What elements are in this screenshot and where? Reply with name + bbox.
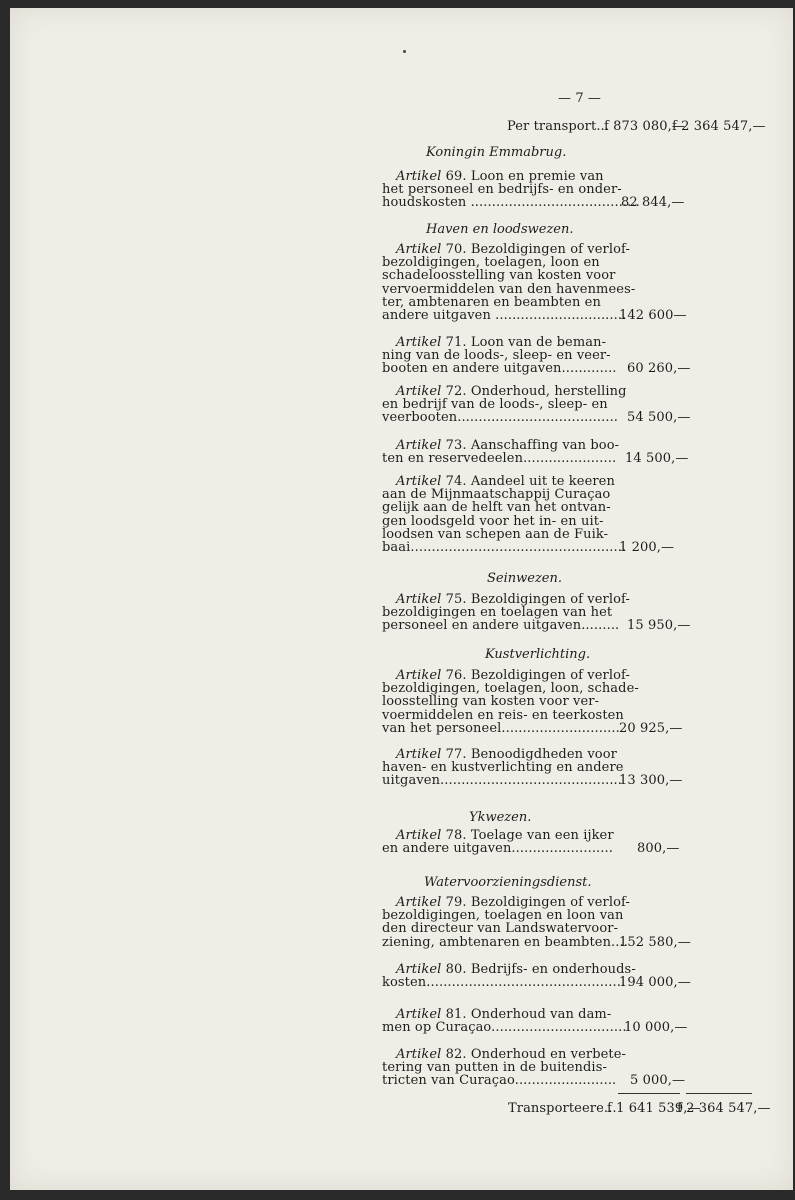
article-line [382, 1021, 627, 1035]
article-text: gen loodsgeld voor het in- en uit- [382, 513, 604, 529]
article-amount: 54 500,— [627, 410, 691, 426]
article-text: 80. Bedrijfs- en onderhouds- [445, 962, 636, 977]
article-line [382, 842, 613, 856]
article-label: Artikel [396, 962, 442, 977]
article-text: booten en andere uitgaven............. [382, 361, 617, 377]
article-text: ziening, ambtenaren en beambten.... [382, 934, 628, 950]
article-text: schadeloosstelling van kosten voor [382, 268, 616, 284]
article-label: Artikel [396, 474, 442, 489]
article-text: den directeur van Landswatervoor- [382, 921, 619, 937]
article-amount: 82 844,— [621, 195, 685, 211]
article-line [382, 976, 625, 990]
article-line [382, 309, 626, 323]
article-text: 76. Bezoldigingen of verlof- [445, 668, 630, 683]
article-line [382, 774, 622, 788]
article-text: 70. Bezoldigingen of verlof- [445, 242, 630, 257]
article-text: voermiddelen en reis- en teerkosten [382, 707, 624, 723]
article-line [382, 936, 628, 950]
transporteere-amount-1: f 1 641 539,— [607, 1101, 701, 1116]
article-amount: 60 260,— [627, 361, 691, 377]
article-line [382, 452, 616, 466]
section-heading: Koningin Emmabrug. [426, 145, 567, 160]
article-label: Artikel [396, 335, 442, 350]
article-label: Artikel [396, 895, 442, 910]
article-amount: 194 000,— [619, 975, 691, 991]
article-text: 69. Loon en premie van [445, 169, 604, 184]
article-text: kosten............................................... [382, 975, 626, 991]
article-line [382, 619, 619, 633]
section-heading: Kustverlichting. [485, 647, 591, 662]
ink-speck [403, 50, 406, 53]
article-amount: 13 300,— [619, 773, 683, 789]
article-text: 78. Toelage van een ijker [445, 828, 614, 843]
article-text: haven- en kustverlichting en andere [382, 760, 624, 776]
article-label: Artikel [396, 592, 442, 607]
article-text: veerbooten...................................... [382, 410, 619, 426]
article-text: 72. Onderhoud, herstelling [445, 384, 627, 399]
article-text: houdskosten ........................................ [382, 195, 640, 211]
article-text: 74. Aandeel uit te keeren [445, 474, 615, 489]
page-number: — 7 — [558, 91, 602, 106]
total-rule-2 [686, 1093, 752, 1094]
article-text: 75. Bezoldigingen of verlof- [445, 592, 630, 607]
per-transport-amount-1: f 873 080,— [604, 119, 685, 134]
article-amount: 152 580,— [619, 934, 691, 950]
article-label: Artikel [396, 1007, 442, 1022]
article-text: bezoldigingen en toelagen van het [382, 605, 613, 621]
article-text: bezoldigingen, toelagen, loon, schade- [382, 681, 639, 697]
section-heading: Watervoorzieningsdienst. [424, 875, 592, 890]
transporteere-amount-2: f 2 364 547,— [677, 1101, 771, 1116]
article-text: baai................................................... [382, 540, 627, 555]
article-text: van het personeel............................ [382, 720, 620, 736]
article-label: Artikel [396, 242, 442, 257]
article-line [382, 722, 620, 736]
article-text: 81. Onderhoud van dam- [445, 1007, 612, 1022]
article-label: Artikel [396, 438, 442, 453]
article-text: gelijk aan de helft van het ontvan- [382, 500, 611, 516]
article-text: tering van putten in de buitendis- [382, 1060, 607, 1076]
article-amount: 1 200,— [619, 540, 675, 555]
article-text: ning van de loods-, sleep- en veer- [382, 348, 611, 364]
article-label: Artikel [396, 1047, 442, 1062]
article-text: personeel en andere uitgaven......... [382, 618, 620, 634]
article-line [382, 362, 617, 376]
article-amount: 142 600— [619, 308, 687, 323]
article-text: loodsen van schepen aan de Fuik- [382, 526, 609, 542]
article-amount: 14 500,— [625, 451, 689, 467]
article-text: en bedrijf van de loods-, sleep- en [382, 397, 608, 413]
article-text: andere uitgaven ............................... [382, 308, 627, 323]
article-text: het personeel en bedrijfs- en onder- [382, 182, 622, 198]
article-text: en andere uitgaven........................ [382, 841, 613, 857]
article-line [382, 541, 626, 555]
article-label: Artikel [396, 828, 442, 843]
article-amount: 20 925,— [619, 720, 683, 736]
article-text: uitgaven........................................... [382, 773, 623, 789]
article-text: tricten van Curaçao........................ [382, 1073, 617, 1089]
article-line [382, 411, 618, 425]
transporteere-label: Transporteere... [508, 1101, 617, 1116]
total-rule-1 [618, 1093, 680, 1094]
article-line [382, 1074, 616, 1088]
article-text: 71. Loon van de beman- [445, 335, 607, 350]
article-text: ten en reservedeelen...................... [382, 451, 617, 467]
article-line [382, 196, 640, 210]
article-text: aan de Mijnmaatschappij Curaçao [382, 487, 611, 503]
article-amount: 5 000,— [630, 1073, 686, 1089]
article-label: Artikel [396, 169, 442, 184]
article-text: loosstelling van kosten voor ver- [382, 694, 600, 710]
article-label: Artikel [396, 384, 442, 399]
article-label: Artikel [396, 747, 442, 762]
article-text: 77. Benoodigdheden voor [445, 747, 617, 762]
article-amount: 800,— [637, 841, 680, 857]
per-transport-label: Per transport... [507, 119, 610, 134]
article-text: bezoldigingen, toelagen en loon van [382, 908, 624, 924]
article-text: 73. Aanschaffing van boo- [445, 438, 620, 453]
document-page [10, 8, 793, 1190]
article-label: Artikel [396, 668, 442, 683]
section-heading: Seinwezen. [487, 571, 562, 586]
article-amount: 15 950,— [627, 618, 691, 634]
article-text: 82. Onderhoud en verbete- [445, 1047, 627, 1062]
article-text: 79. Bezoldigingen of verlof- [445, 895, 630, 910]
section-heading: Haven en loodswezen. [426, 222, 574, 237]
section-heading: Ykwezen. [469, 810, 532, 825]
article-text: ter, ambtenaren en beambten en [382, 294, 601, 310]
article-text: men op Curaçao................................ [382, 1020, 627, 1036]
article-text: bezoldigingen, toelagen, loon en [382, 255, 600, 271]
per-transport-amount-2: f 2 364 547,— [672, 119, 766, 134]
article-amount: 10 000,— [624, 1020, 688, 1036]
article-text: vervoermiddelen van den havenmees- [382, 281, 636, 297]
